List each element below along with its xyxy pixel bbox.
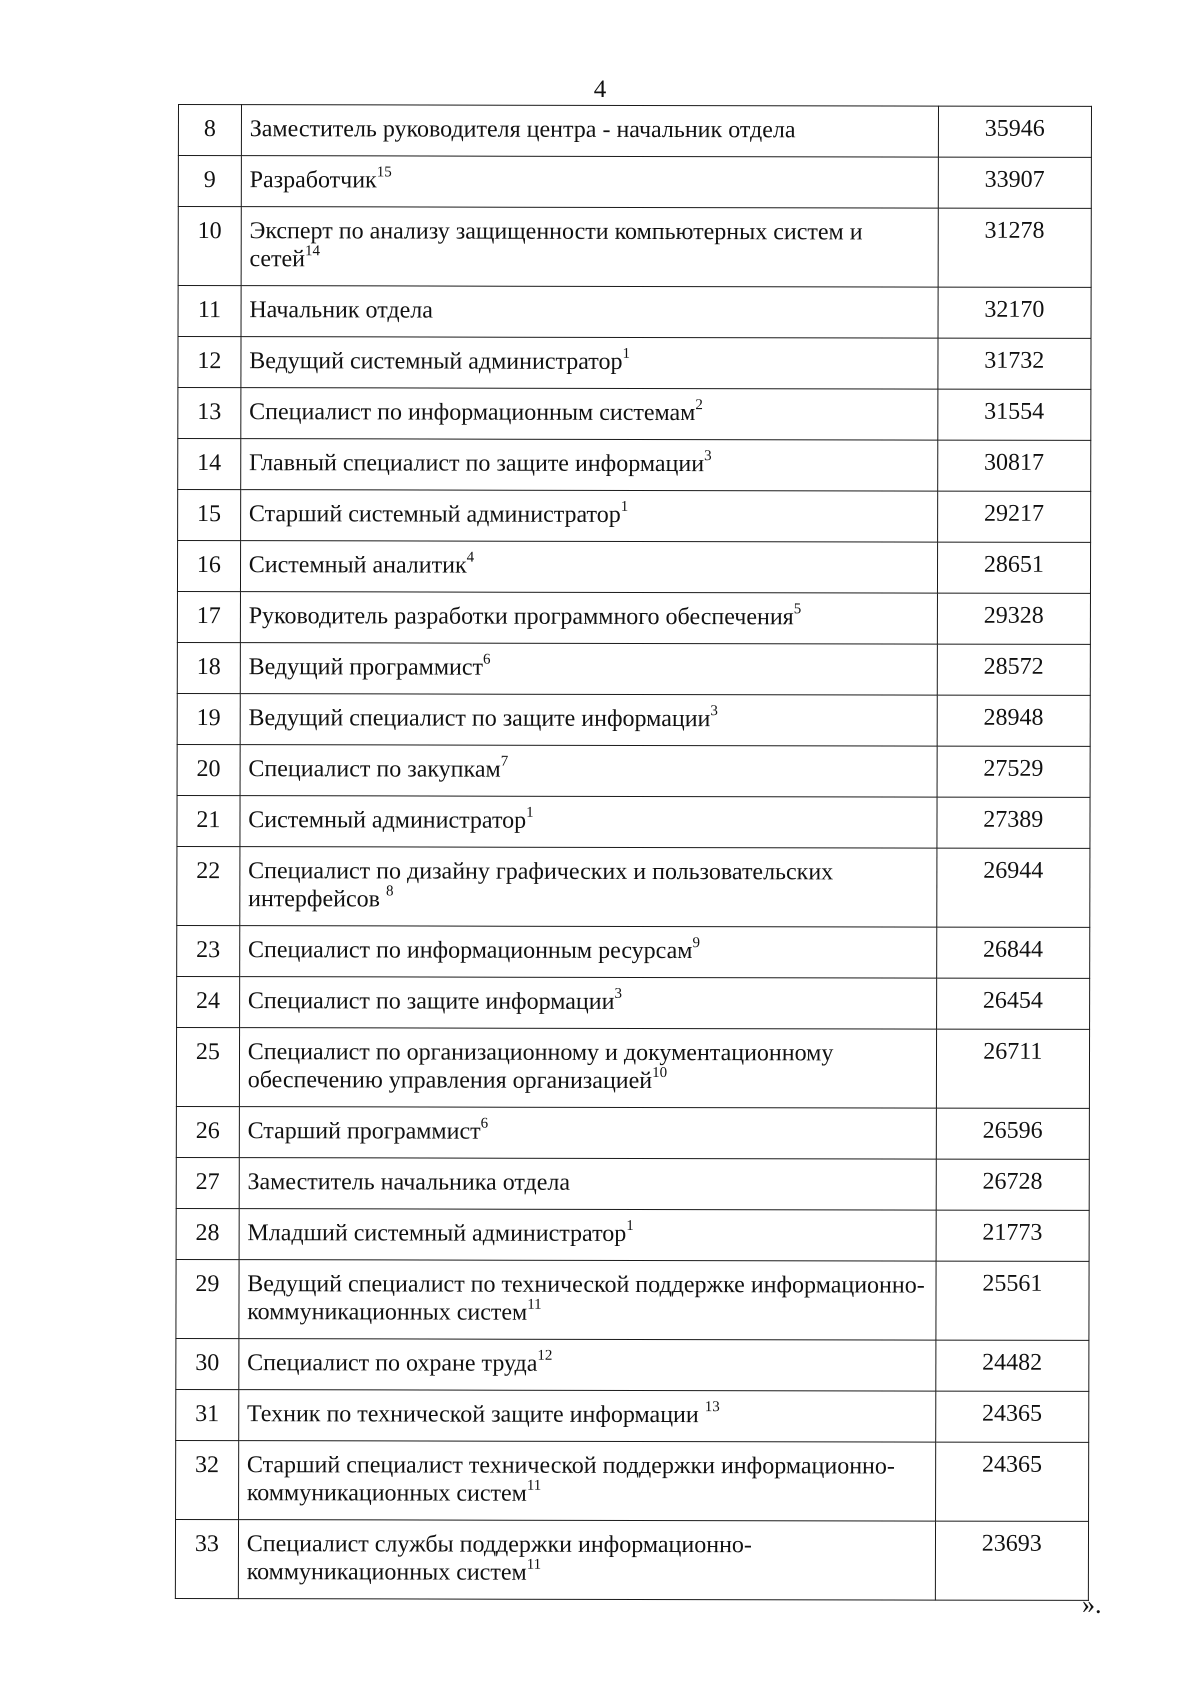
position-title bbox=[240, 490, 937, 542]
salary-value: 28651 bbox=[937, 542, 1090, 593]
salary-value: 27389 bbox=[937, 797, 1090, 848]
position-name: Системный администратор bbox=[248, 807, 527, 834]
position-title bbox=[239, 1107, 936, 1159]
footnote-ref: 14 bbox=[305, 243, 321, 260]
position-name: Ведущий системный администратор bbox=[249, 348, 623, 375]
table-row bbox=[178, 156, 1091, 209]
footnote-ref: 11 bbox=[526, 1556, 542, 1573]
footnote-ref: 1 bbox=[526, 804, 534, 821]
row-number: 24 bbox=[177, 976, 240, 1027]
position-name: Старший специалист технической поддержки информационно-коммуникационных систем bbox=[246, 1452, 895, 1507]
row-number: 31 bbox=[176, 1389, 239, 1440]
row-number: 18 bbox=[177, 642, 240, 693]
position-title bbox=[239, 977, 936, 1029]
table-row bbox=[175, 1519, 1088, 1600]
footnote-ref: 15 bbox=[376, 164, 392, 181]
salary-table bbox=[175, 104, 1092, 1601]
table-row bbox=[177, 846, 1090, 927]
salary-value: 26454 bbox=[936, 978, 1089, 1029]
salary-value: 35946 bbox=[938, 106, 1091, 157]
row-number: 22 bbox=[177, 846, 240, 925]
salary-value: 26711 bbox=[936, 1029, 1090, 1108]
position-name: Заместитель начальника отдела bbox=[247, 1169, 571, 1196]
row-number: 29 bbox=[176, 1259, 239, 1338]
footnote-ref: 11 bbox=[527, 1296, 542, 1313]
salary-value: 23693 bbox=[935, 1521, 1089, 1600]
position-title bbox=[239, 1028, 936, 1108]
position-name: Руководитель разработки программного обеспечения bbox=[248, 603, 794, 631]
footnote-ref: 3 bbox=[704, 448, 712, 465]
closing-quote-mark: ». bbox=[1082, 1590, 1102, 1619]
position-name: Специалист по защите информации bbox=[247, 988, 615, 1015]
row-number: 21 bbox=[177, 795, 240, 846]
salary-value: 21773 bbox=[936, 1210, 1089, 1261]
table-row bbox=[176, 1027, 1089, 1108]
position-title bbox=[239, 1209, 936, 1261]
table-row bbox=[177, 592, 1090, 645]
footnote-ref: 3 bbox=[710, 703, 718, 720]
salary-value: 29217 bbox=[937, 491, 1090, 542]
position-title bbox=[238, 1441, 935, 1521]
position-name: Специалист по охране труда bbox=[247, 1350, 538, 1377]
row-number: 32 bbox=[176, 1440, 239, 1519]
position-title bbox=[240, 541, 937, 593]
footnote-ref: 13 bbox=[704, 1399, 720, 1416]
position-name: Техник по технической защите информации bbox=[247, 1401, 705, 1429]
position-name: Заместитель руководителя центра - начальник отдела bbox=[249, 116, 796, 144]
footnote-ref: 11 bbox=[526, 1477, 542, 1494]
footnote-ref: 4 bbox=[466, 549, 475, 566]
row-number: 17 bbox=[177, 592, 240, 643]
position-title bbox=[241, 105, 938, 157]
salary-value: 26944 bbox=[936, 848, 1090, 927]
table-row bbox=[177, 693, 1090, 746]
position-name: Специалист по закупкам bbox=[248, 756, 501, 783]
footnote-ref: 9 bbox=[692, 935, 701, 952]
position-name: Главный специалист по защите информации bbox=[249, 450, 705, 478]
salary-value: 30817 bbox=[937, 440, 1090, 491]
table-row bbox=[178, 105, 1091, 158]
row-number: 9 bbox=[178, 156, 241, 207]
row-number: 11 bbox=[178, 286, 241, 337]
position-title bbox=[240, 745, 937, 797]
footnote-ref: 12 bbox=[537, 1347, 553, 1364]
position-name: Младший системный администратор bbox=[247, 1220, 627, 1247]
position-name: Специалист по информационным системам bbox=[249, 399, 696, 427]
salary-value: 24365 bbox=[935, 1442, 1089, 1521]
table-row bbox=[178, 286, 1091, 339]
position-name: Специалист по дизайну графических и пользовательских интерфейсов bbox=[248, 858, 834, 913]
position-name: Ведущий специалист по защите информации bbox=[248, 705, 711, 733]
position-name: Системный аналитик bbox=[248, 552, 467, 579]
position-title bbox=[238, 1520, 935, 1600]
table-row bbox=[178, 439, 1091, 492]
footnote-ref: 2 bbox=[695, 397, 703, 414]
position-title bbox=[239, 1260, 936, 1340]
table-row bbox=[178, 337, 1091, 390]
salary-value: 27529 bbox=[937, 746, 1090, 797]
footnote-ref: 10 bbox=[652, 1064, 668, 1082]
salary-value: 32170 bbox=[938, 287, 1091, 338]
position-title bbox=[239, 1339, 936, 1391]
table-row bbox=[176, 1259, 1089, 1340]
row-number: 20 bbox=[177, 744, 240, 795]
row-number: 23 bbox=[177, 925, 240, 976]
position-title bbox=[240, 643, 937, 695]
footnote-ref: 1 bbox=[622, 345, 631, 362]
footnote-ref: 1 bbox=[620, 498, 629, 515]
salary-value: 31554 bbox=[937, 389, 1090, 440]
position-title bbox=[241, 337, 938, 389]
table-row bbox=[177, 925, 1090, 978]
table-row bbox=[177, 541, 1090, 594]
position-name: Эксперт по анализу защищенности компьютерных систем и сетей bbox=[249, 218, 863, 273]
row-number: 15 bbox=[178, 490, 241, 541]
position-title bbox=[241, 388, 938, 440]
position-name: Старший системный администратор bbox=[248, 501, 621, 528]
table-row bbox=[176, 1208, 1089, 1261]
salary-value: 25561 bbox=[936, 1261, 1090, 1340]
table-row bbox=[176, 1389, 1089, 1442]
salary-value: 26728 bbox=[936, 1159, 1089, 1210]
footnote-ref: 8 bbox=[385, 883, 394, 900]
table-row bbox=[177, 976, 1090, 1029]
salary-value: 33907 bbox=[938, 157, 1091, 208]
row-number: 8 bbox=[178, 105, 241, 156]
table-row bbox=[176, 1338, 1089, 1391]
salary-value: 26844 bbox=[936, 927, 1089, 978]
footnote-ref: 7 bbox=[500, 753, 509, 770]
row-number: 14 bbox=[178, 439, 241, 490]
salary-value: 24482 bbox=[935, 1340, 1088, 1391]
salary-value: 29328 bbox=[937, 593, 1090, 644]
position-title bbox=[238, 1390, 935, 1442]
table-row bbox=[176, 1440, 1089, 1521]
row-number: 16 bbox=[177, 541, 240, 592]
row-number: 12 bbox=[178, 337, 241, 388]
table-row bbox=[177, 744, 1090, 797]
table-row bbox=[178, 388, 1091, 441]
position-name: Начальник отдела bbox=[249, 297, 433, 324]
position-name: Специалист службы поддержки информационно-коммуникационных систем bbox=[246, 1531, 752, 1586]
position-title bbox=[241, 286, 938, 338]
table-row bbox=[176, 1157, 1089, 1210]
salary-value: 31278 bbox=[938, 208, 1092, 287]
row-number: 19 bbox=[177, 693, 240, 744]
row-number: 27 bbox=[176, 1157, 239, 1208]
row-number: 25 bbox=[176, 1027, 239, 1106]
position-name: Старший программист bbox=[247, 1118, 481, 1145]
position-title bbox=[240, 847, 937, 927]
position-name: Ведущий специалист по технической поддержке информационно-коммуникационных систем bbox=[247, 1271, 925, 1326]
row-number: 30 bbox=[176, 1338, 239, 1389]
salary-value: 24365 bbox=[935, 1391, 1088, 1442]
page-number: 4 bbox=[593, 76, 607, 103]
row-number: 10 bbox=[178, 207, 241, 286]
position-title bbox=[239, 926, 936, 978]
position-name: Разработчик bbox=[249, 167, 377, 194]
position-name: Специалист по информационным ресурсам bbox=[247, 937, 693, 965]
position-title bbox=[241, 156, 938, 208]
table-row bbox=[178, 207, 1091, 288]
footnote-ref: 1 bbox=[626, 1217, 634, 1234]
row-number: 13 bbox=[178, 388, 241, 439]
position-name: Ведущий программист bbox=[248, 654, 484, 681]
row-number: 33 bbox=[175, 1519, 238, 1598]
footnote-ref: 6 bbox=[483, 651, 491, 668]
salary-value: 26596 bbox=[936, 1108, 1089, 1159]
position-title bbox=[240, 592, 937, 644]
footnote-ref: 5 bbox=[793, 601, 802, 618]
position-title bbox=[241, 207, 938, 287]
salary-value: 31732 bbox=[938, 338, 1091, 389]
table-row bbox=[176, 1106, 1089, 1159]
table-row bbox=[177, 795, 1090, 848]
row-number: 28 bbox=[176, 1208, 239, 1259]
position-title bbox=[240, 694, 937, 746]
footnote-ref: 6 bbox=[480, 1115, 489, 1132]
table-row bbox=[178, 490, 1091, 543]
salary-value: 28948 bbox=[937, 695, 1090, 746]
footnote-ref: 3 bbox=[614, 985, 622, 1002]
position-title bbox=[240, 796, 937, 848]
position-title bbox=[240, 439, 937, 491]
salary-value: 28572 bbox=[937, 644, 1090, 695]
row-number: 26 bbox=[176, 1106, 239, 1157]
position-name: Специалист по организационному и документационному обеспечению управления организацией bbox=[247, 1039, 834, 1094]
position-title bbox=[239, 1158, 936, 1210]
table-row bbox=[177, 642, 1090, 695]
